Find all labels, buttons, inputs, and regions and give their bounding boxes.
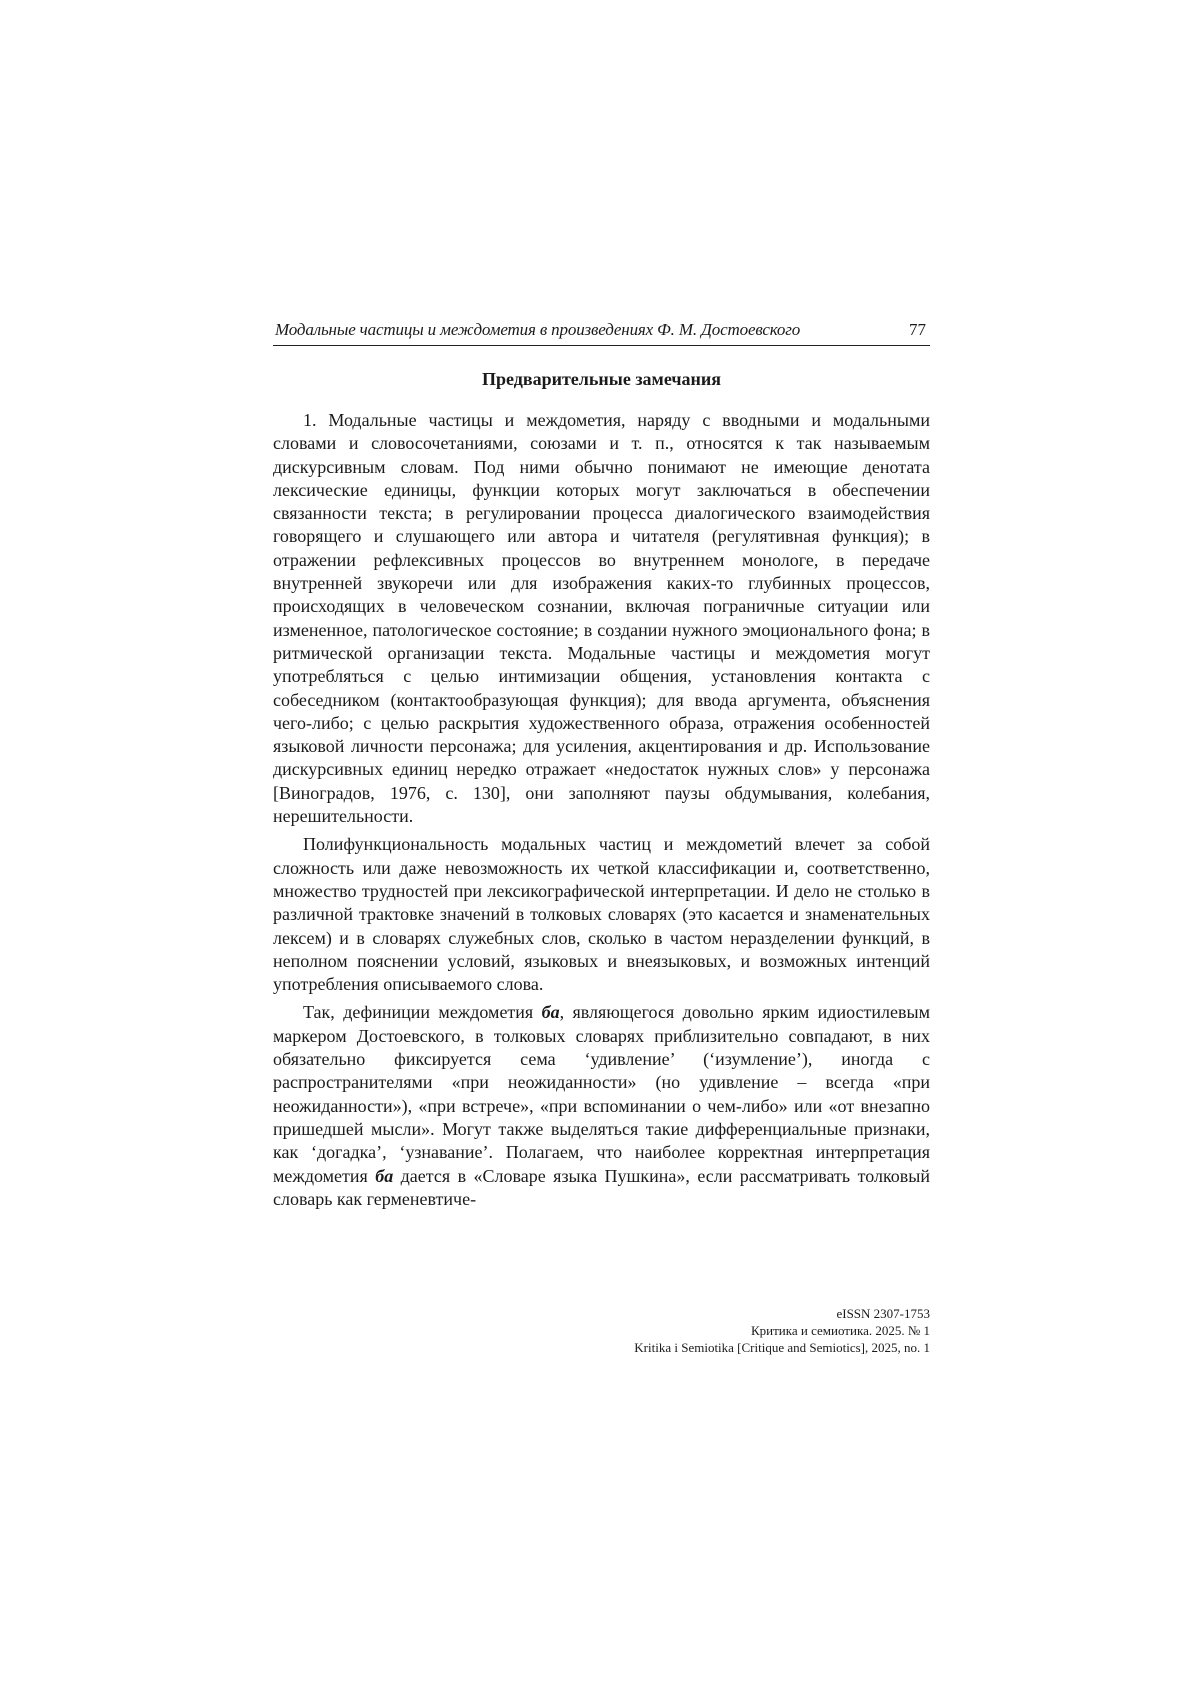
paragraph-1: 1. Модальные частицы и междометия, наряду с вводными и модальными словами и словосочетаниями, союзами и т. п., относятся к так называемым дискурсивным словам. Под ними обычно понимают не имеющие денотата лексические единицы, функции которых могут заключаться в обеспечении связанности текста; в регулировании процесса диалогического взаимодействия говорящего и слушающего или автора и читателя (регулятивная функция); в отражении рефлексивных процессов во внутреннем монологе, в передаче внутренней звукоречи или для изображения каких-то глубинных процессов, происходящих в человеческом сознании, включая пограничные ситуации или измененное, патологическое состояние; в создании нужного эмоционального фона; в ритмической организации текста. Модальные частицы и междометия могут употребляться с целью интимизации общения, установления контакта с собеседником (контактообразующая функция); для ввода аргумента, объяснения чего-либо; с целью раскрытия художественного образа, отражения особенностей языковой личности персонажа; для усиления, акцентирования и др. Использование дискурсивных единиц нередко отражает «недостаток нужных слов» у персонажа [Виноградов, 1976, с. 130], они заполняют паузы обдумывания, колебания, нерешительности. [273,410,930,827]
paragraph-3-part-2: , являющегося довольно ярким идиостилевым маркером Достоевского, в толковых словарях приблизительно совпадают, в них обязательно фиксируется сема ‘удивление’ (‘изумление’), иногда с распространителями «при неожиданности» (но удивление – всегда «при неожиданности»), «при встрече», «при вспоминании о чем-либо» или «от внезапно пришедшей мысли». Могут также выделяться такие дифференциальные признаки, как ‘догадка’, ‘узнавание’. Полагаем, что наиболее корректная интерпретация междометия [273,1002,930,1186]
paragraph-3-part-3: дается в «Словаре языка Пушкина», если рассматривать толковый словарь как герменевтиче- [273,1165,930,1209]
running-head [273,319,930,346]
body-text [273,409,930,1216]
paragraph-3-part-1: Так, дефиниции междометия [303,1002,542,1023]
paragraph-3 [273,1001,930,1211]
footer-journal-en: Kritika i Semiotika [Critique and Semiotics], 2025, no. 1 [634,1340,930,1355]
page-number: 77 [909,320,926,339]
journal-footer [634,1305,930,1356]
emphasis-ba-1: ба [541,1002,560,1023]
running-head-title: Модальные частицы и междометия в произведениях Ф. М. Достоевского [275,320,801,339]
paragraph-2: Полифункциональность модальных частиц и междометий влечет за собой сложность или даже невозможность их четкой классификации и, соответственно, множество трудностей при лексикографической интерпретации. И дело не столько в различной трактовке значений в толковых словарях (это касается и знаменательных лексем) и в словарях служебных слов, сколько в частом неразделении функций, в неполном пояснении условий, языковых и внеязыковых, и возможных интенций употребления описываемого слова. [273,834,930,995]
footer-issn: eISSN 2307-1753 [836,1306,930,1321]
footer-journal-ru: Критика и семиотика. 2025. № 1 [750,1323,930,1338]
section-title: Предварительные замечания [481,369,721,389]
emphasis-ba-2: ба [375,1165,394,1186]
